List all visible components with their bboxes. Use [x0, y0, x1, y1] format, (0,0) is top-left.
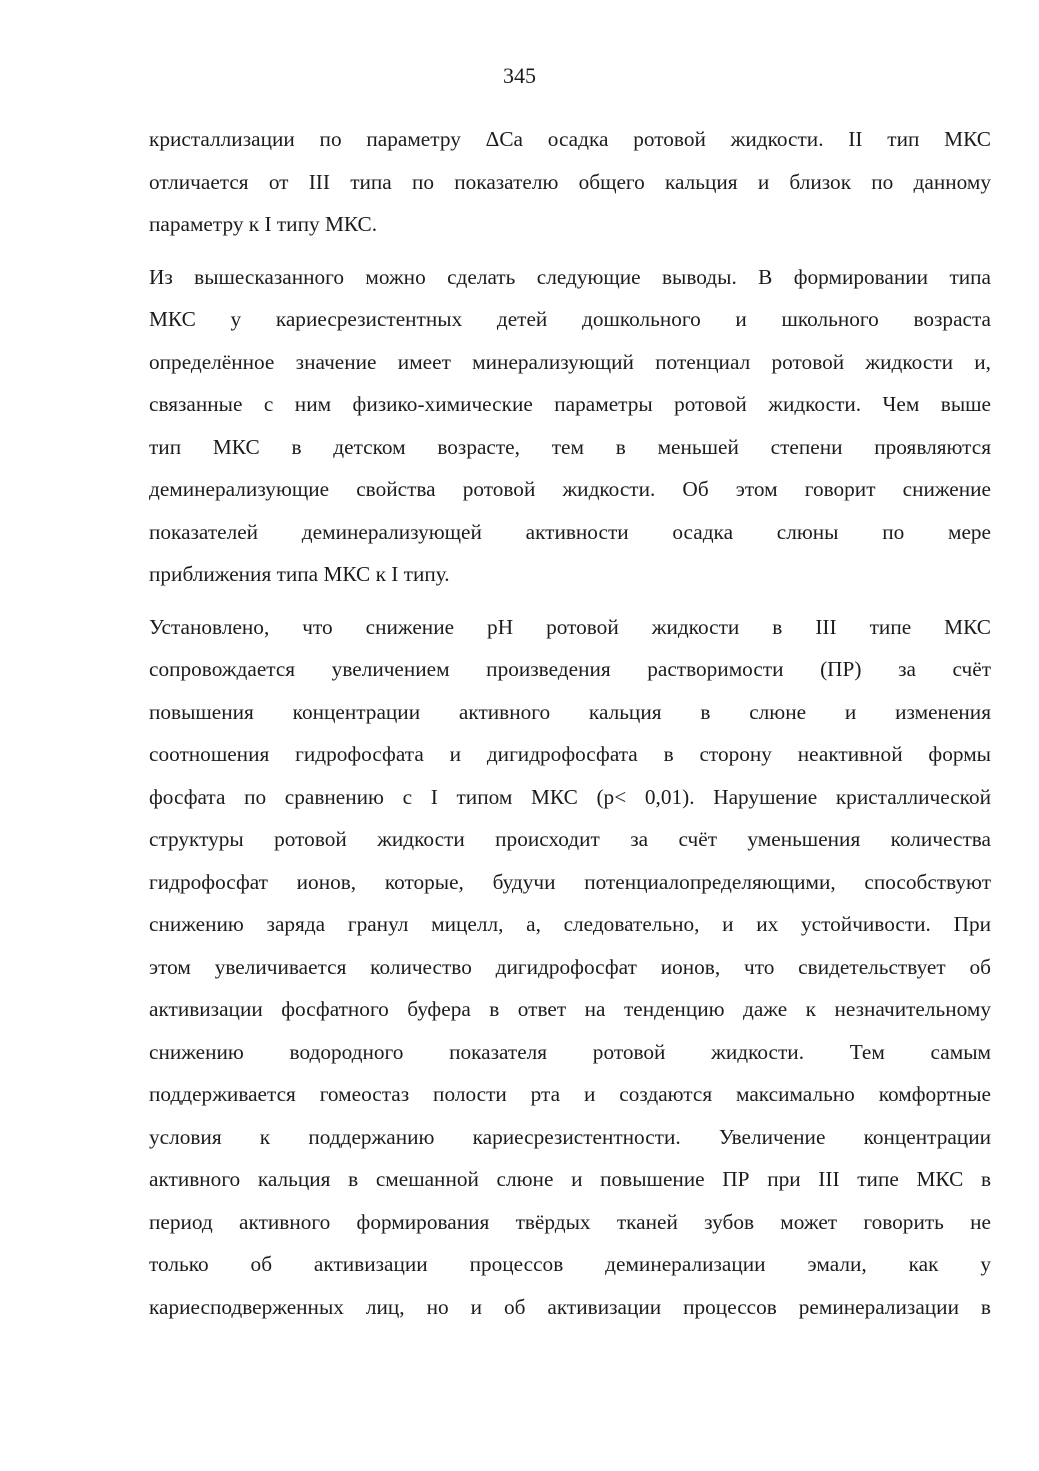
text-line: условия к поддержанию кариесрезистентности. Увеличение концентрации: [149, 1124, 991, 1149]
text-line: гидрофосфат ионов, которые, будучи потенциалопределяющими, способствуют: [149, 869, 991, 894]
text-line: снижению заряда гранул мицелл, а, следовательно, и их устойчивости. При: [149, 912, 991, 936]
paragraph-3: [149, 606, 991, 1329]
text-line: активизации фосфатного буфера в ответ на тенденцию даже к незначительному: [149, 997, 991, 1021]
text-line: фосфата по сравнению с I типом МКС (р< 0,01). Нарушение кристаллической: [149, 784, 991, 809]
text-line: активного кальция в смешанной слюне и повышение ПР при III типе МКС в: [149, 1167, 991, 1191]
body-text: [149, 118, 991, 1338]
text-line: определённое значение имеет минерализующий потенциал ротовой жидкости и,: [149, 349, 991, 374]
text-line: сопровождается увеличением произведения растворимости (ПР) за счёт: [149, 657, 991, 681]
text-line: повышения концентрации активного кальция в слюне и изменения: [149, 699, 991, 724]
text-line: кариесподверженных лиц, но и об активизации процессов реминерализации в: [149, 1294, 991, 1319]
text-line: соотношения гидрофосфата и дигидрофосфата в сторону неактивной формы: [149, 742, 991, 766]
text-line: поддерживается гомеостаз полости рта и создаются максимально комфортные: [149, 1082, 991, 1106]
page-number: 345: [503, 63, 536, 88]
text-line: тип МКС в детском возрасте, тем в меньшей степени проявляются: [149, 434, 991, 459]
text-line: этом увеличивается количество дигидрофосфат ионов, что свидетельствует об: [149, 954, 991, 979]
text-line: кристаллизации по параметру ΔCa осадка ротовой жидкости. II тип МКС: [149, 127, 991, 151]
text-line: отличается от III типа по показателю общего кальция и близок по данному: [149, 169, 991, 194]
text-line: показателей деминерализующей активности осадка слюны по мере: [149, 519, 991, 544]
text-line: Установлено, что снижение pH ротовой жидкости в III типе МКС: [149, 614, 991, 639]
text-line: МКС у кариесрезистентных детей дошкольного и школьного возраста: [149, 307, 991, 331]
text-line: связанные с ним физико-химические параметры ротовой жидкости. Чем выше: [149, 392, 991, 416]
paragraph-1: [149, 118, 991, 246]
text-line: деминерализующие свойства ротовой жидкости. Об этом говорит снижение: [149, 477, 991, 501]
text-line: период активного формирования твёрдых тканей зубов может говорить не: [149, 1209, 991, 1234]
text-line: только об активизации процессов деминерализации эмали, как у: [149, 1252, 991, 1276]
text-line: приближения типа МКС к I типу.: [149, 562, 450, 586]
paragraph-2: [149, 256, 991, 596]
text-line: параметру к I типу МКС.: [149, 212, 378, 236]
text-line: снижению водородного показателя ротовой жидкости. Тем самым: [149, 1039, 991, 1064]
text-line: структуры ротовой жидкости происходит за счёт уменьшения количества: [149, 827, 991, 851]
text-line: Из вышесказанного можно сделать следующие выводы. В формировании типа: [149, 264, 991, 289]
